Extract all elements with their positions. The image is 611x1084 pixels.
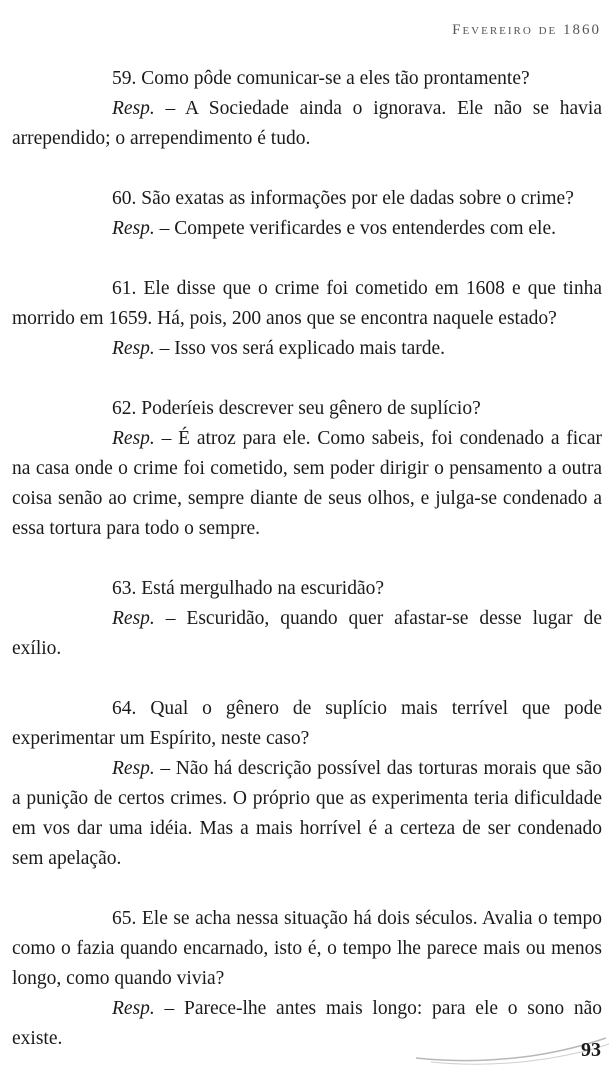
answer-text: – Escuridão, quando quer afastar-se desse lugar de exílio. (12, 608, 602, 659)
qa-entry-64 (12, 694, 602, 874)
qa-entry-60 (12, 184, 602, 244)
answer-text: – Não há descrição possível das torturas morais que são a punição de certos crimes. O próprio que as experimenta teria dificuldade em vos dar uma idéia. Mas a mais horrível é a certeza de ser condenado sem apelação. (12, 758, 602, 869)
qa-entry-59 (12, 64, 602, 154)
resp-label: Resp. (112, 338, 155, 359)
answer-text: – Parece-lhe antes mais longo: para ele o sono não existe. (12, 998, 602, 1049)
answer-paragraph (12, 94, 602, 154)
question-text: 59. Como pôde comunicar-se a eles tão prontamente? (112, 68, 530, 89)
question-text: 61. Ele disse que o crime foi cometido em 1608 e que tinha morrido em 1659. Há, pois, 200 anos que se encontra naquele estado? (12, 278, 602, 329)
running-header: Fevereiro de 1860 (452, 22, 601, 38)
answer-text: – É atroz para ele. Como sabeis, foi condenado a ficar na casa onde o crime foi cometido, sem poder dirigir o pensamento a outra coisa senão ao crime, sempre diante de seus olhos, e julga-se condenado a essa tortura para todo o sempre. (12, 428, 602, 539)
question-text: 64. Qual o gênero de suplício mais terrível que pode experimentar um Espírito, neste caso? (12, 698, 602, 749)
question-text: 63. Está mergulhado na escuridão? (112, 578, 385, 599)
qa-entry-61 (12, 274, 602, 364)
answer-paragraph (12, 214, 602, 244)
resp-label: Resp. (112, 998, 155, 1019)
question-text: 62. Poderíeis descrever seu gênero de suplício? (112, 398, 481, 419)
answer-text: – Compete verificardes e vos entenderdes com ele. (154, 218, 556, 239)
question-text: 65. Ele se acha nessa situação há dois séculos. Avalia o tempo como o fazia quando encarnado, isto é, o tempo lhe parece mais ou menos longo, como quando vivia? (12, 908, 602, 989)
answer-paragraph (12, 424, 602, 544)
question-text: 60. São exatas as informações por ele dadas sobre o crime? (112, 188, 574, 209)
page-number: 93 (581, 1039, 601, 1061)
answer-paragraph (12, 334, 602, 364)
resp-label: Resp. (112, 98, 155, 119)
page-body (12, 64, 602, 1084)
resp-label: Resp. (112, 608, 155, 629)
answer-text: – Isso vos será explicado mais tarde. (154, 338, 446, 359)
answer-text: – A Sociedade ainda o ignorava. Ele não se havia arrependido; o arrependimento é tudo. (12, 98, 602, 149)
resp-label: Resp. (112, 758, 155, 779)
resp-label: Resp. (112, 218, 155, 239)
qa-entry-62 (12, 394, 602, 544)
answer-paragraph (12, 604, 602, 664)
qa-entry-63 (12, 574, 602, 664)
resp-label: Resp. (112, 428, 155, 449)
answer-paragraph (12, 754, 602, 874)
